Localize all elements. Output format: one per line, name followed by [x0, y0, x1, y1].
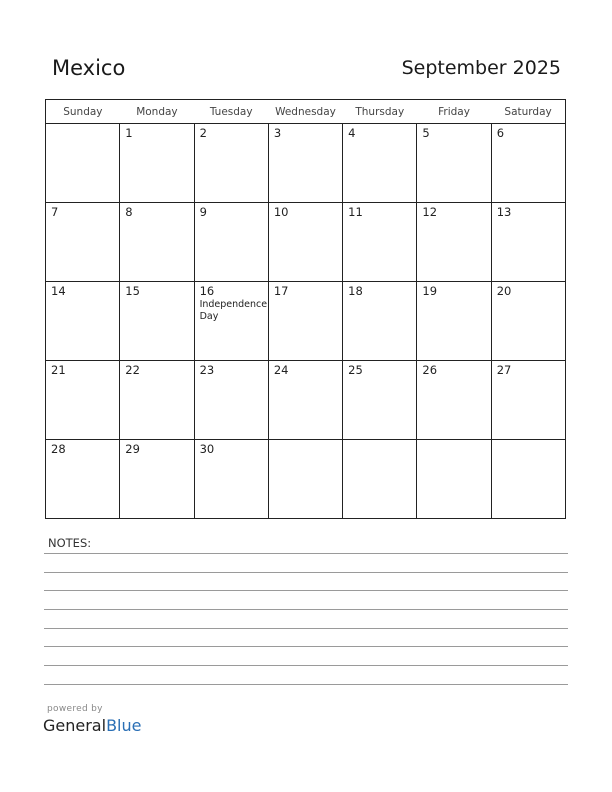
day-cell: [46, 282, 120, 361]
day-cell: [46, 361, 120, 440]
day-number: 10: [273, 205, 289, 219]
day-number: 14: [51, 284, 66, 298]
day-number: 27: [496, 363, 512, 377]
day-number: 17: [273, 284, 289, 298]
day-cell: [268, 361, 342, 440]
day-cell: [194, 124, 268, 203]
day-cell: [343, 124, 417, 203]
day-number: 1: [125, 126, 133, 140]
weekday-thursday: Thursday: [343, 100, 417, 124]
day-cell: [268, 282, 342, 361]
day-cell: [46, 440, 120, 519]
day-cell: [194, 361, 268, 440]
day-number: 7: [51, 205, 59, 219]
day-number: 6: [496, 126, 505, 140]
day-cell: [120, 282, 194, 361]
day-cell: [343, 361, 417, 440]
note-line: [44, 590, 568, 591]
weekday-monday: Monday: [120, 100, 194, 124]
day-number: 9: [199, 205, 207, 219]
note-line: [44, 628, 568, 629]
day-number: 3: [273, 126, 282, 140]
day-number: 4: [348, 126, 356, 140]
day-cell: [194, 440, 268, 519]
day-cell: [491, 203, 565, 282]
note-line: [44, 665, 568, 666]
day-number: 25: [348, 363, 363, 377]
weekday-wednesday: Wednesday: [268, 100, 342, 124]
day-number: 16: [199, 284, 215, 298]
day-cell: [491, 124, 565, 203]
day-number: 21: [51, 363, 66, 377]
brand-general-text: General: [43, 716, 107, 735]
day-cell: [417, 361, 491, 440]
day-cell: [417, 124, 491, 203]
day-cell: [491, 361, 565, 440]
note-line: [44, 646, 568, 647]
generalblue-logo: [43, 716, 141, 735]
calendar-weeks: [46, 124, 566, 519]
note-line: [44, 553, 568, 554]
note-line: [44, 572, 568, 573]
country-title: Mexico: [52, 56, 126, 80]
weekday-saturday: Saturday: [491, 100, 565, 124]
day-cell: [491, 440, 565, 519]
day-number: 8: [125, 205, 133, 219]
day-cell: [268, 440, 342, 519]
day-number: 19: [422, 284, 438, 298]
day-number: 20: [496, 284, 512, 298]
day-number: 24: [273, 363, 289, 377]
day-cell: [268, 124, 342, 203]
day-number: 28: [51, 442, 66, 456]
day-cell: [194, 203, 268, 282]
week-row: [46, 124, 566, 203]
day-cell: [120, 440, 194, 519]
note-line: [44, 609, 568, 610]
day-cell: [268, 203, 342, 282]
day-cell: [343, 282, 417, 361]
weekday-sunday: Sunday: [46, 100, 120, 124]
day-number: 5: [422, 126, 430, 140]
day-cell: [46, 203, 120, 282]
weekday-friday: Friday: [417, 100, 491, 124]
day-number: 29: [125, 442, 140, 456]
day-cell: [417, 203, 491, 282]
day-cell: [120, 203, 194, 282]
day-cell: [491, 282, 565, 361]
day-cell: [343, 203, 417, 282]
week-row: [46, 282, 566, 361]
notes-label: NOTES:: [48, 536, 92, 550]
day-number: 13: [496, 205, 512, 219]
day-cell: [417, 282, 491, 361]
holiday-label: Independence Day: [199, 299, 268, 322]
weekday-tuesday: Tuesday: [194, 100, 268, 124]
day-cell: [46, 124, 120, 203]
day-number: 2: [199, 126, 207, 140]
weekday-header-row: [46, 100, 566, 124]
day-cell: [343, 440, 417, 519]
week-row: [46, 440, 566, 519]
day-number: 22: [125, 363, 140, 377]
day-number: 11: [348, 205, 363, 219]
day-number: 30: [199, 442, 215, 456]
week-row: [46, 203, 566, 282]
day-number: 23: [199, 363, 215, 377]
week-row: [46, 361, 566, 440]
day-number: 12: [422, 205, 438, 219]
day-number: 15: [125, 284, 140, 298]
calendar-grid: [45, 99, 566, 519]
day-number: 18: [348, 284, 363, 298]
day-cell: [120, 124, 194, 203]
powered-by-text: powered by: [47, 704, 103, 714]
note-line: [44, 684, 568, 685]
day-cell: [120, 361, 194, 440]
day-cell: [194, 282, 268, 361]
day-cell: [417, 440, 491, 519]
brand-blue-text: Blue: [106, 716, 142, 735]
month-year-title: September 2025: [401, 57, 561, 79]
day-number: 26: [422, 363, 438, 377]
